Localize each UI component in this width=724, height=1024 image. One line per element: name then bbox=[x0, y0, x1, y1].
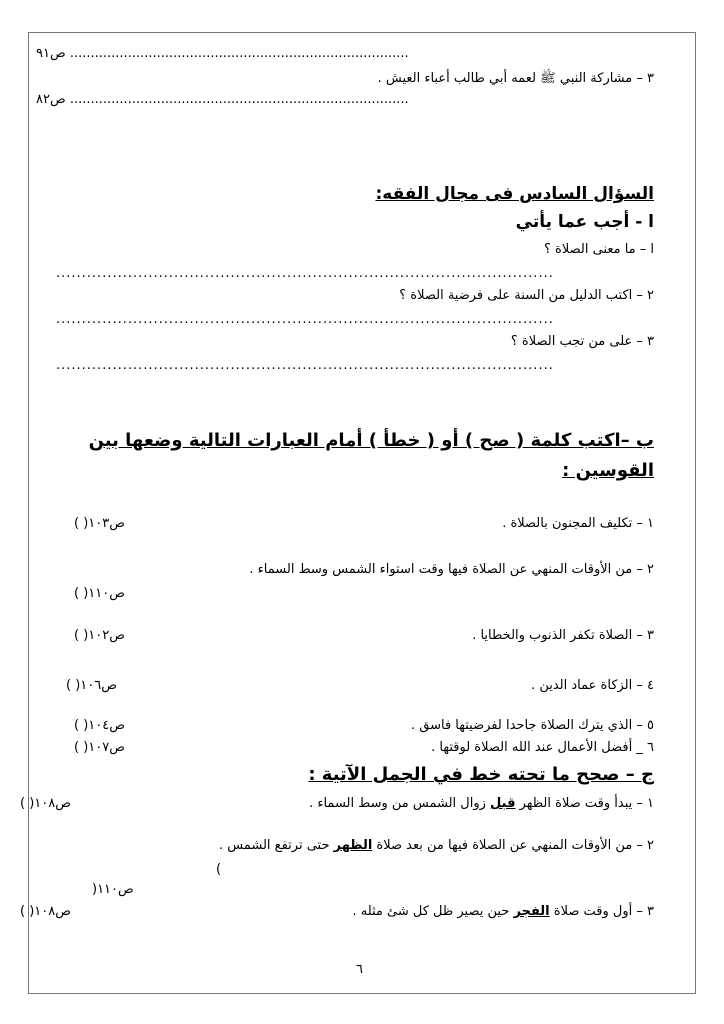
section-title: السؤال السادس فى مجال الفقه: bbox=[375, 184, 654, 204]
sentence-part: زوال الشمس من وسط السماء . bbox=[309, 796, 491, 811]
item-3-text: ٣ – مشاركة النبي ﷺ لعمه أبي طالب أعباء العيش . bbox=[377, 71, 654, 86]
correction-item-3 bbox=[352, 904, 654, 919]
correction-item-1 bbox=[309, 796, 654, 811]
dotted-line: .................................................................................. bbox=[69, 46, 409, 61]
answer-bracket: ( )ص١٠٣ bbox=[74, 516, 125, 531]
page-ref: ص٩١ bbox=[36, 46, 66, 61]
correction-item-2 bbox=[219, 838, 654, 853]
part-b-title: ب –اكتب كلمة ( صح ) أو ( خطأ ) أمام العبارات التالية وضعها بين bbox=[88, 430, 654, 451]
answer-bracket: ( )ص١٠٤ bbox=[74, 718, 125, 733]
underlined-word: الظهر bbox=[333, 838, 373, 853]
answer-bracket: ( )ص١٠٧ bbox=[74, 740, 125, 755]
answer-bracket: ( )ص١٠٦ bbox=[66, 678, 117, 693]
statement-text: ٦ _ أفضل الأعمال عند الله الصلاة لوقتها . bbox=[431, 740, 654, 755]
page-ref: ص٨٢ bbox=[36, 92, 66, 107]
question-1: ا – ما معنى الصلاة ؟ bbox=[543, 242, 654, 257]
sentence-part: ٣ – أول وقت صلاة bbox=[549, 904, 654, 919]
answer-dotted-line bbox=[36, 46, 656, 61]
answer-bracket: ( )ص١٠٨ bbox=[20, 796, 71, 811]
sentence-part: ١ – يبدأ وقت صلاة الظهر bbox=[515, 796, 654, 811]
answer-dotted-line: ................................................................................................. bbox=[56, 312, 554, 327]
underlined-word: الفجر bbox=[513, 904, 550, 919]
answer-bracket: ( )ص١٠٢ bbox=[74, 628, 125, 643]
sentence-part: حين يصير ظل كل شئ مثله . bbox=[352, 904, 514, 919]
statement-text: ٢ – من الأوقات المنهي عن الصلاة فيها وقت استواء الشمس وسط السماء . bbox=[249, 562, 654, 577]
answer-bracket-close: )ص١١٠ bbox=[92, 882, 134, 897]
dotted-line: .................................................................................. bbox=[69, 92, 409, 107]
answer-bracket: ( )ص١٠٨ bbox=[20, 904, 71, 919]
statement-text: ١ – تكليف المجنون بالصلاة . bbox=[502, 516, 654, 531]
part-a-title: ا - أجب عما يأتي bbox=[515, 212, 654, 232]
answer-dotted-line: ................................................................................................. bbox=[56, 266, 554, 281]
statement-text: ٥ – الذي يترك الصلاة جاحدا لفرضيتها فاسق . bbox=[410, 718, 654, 733]
answer-dotted-line: ................................................................................................. bbox=[56, 358, 554, 373]
question-3: ٣ – على من تجب الصلاة ؟ bbox=[510, 334, 654, 349]
answer-bracket-open: ( bbox=[216, 862, 222, 877]
question-2: ٢ – اكتب الدليل من السنة على فرضية الصلاة ؟ bbox=[399, 288, 654, 303]
statement-text: ٤ – الزكاة عماد الدين . bbox=[531, 678, 654, 693]
answer-bracket: ( )ص١١٠ bbox=[74, 586, 125, 601]
statement-text: ٣ – الصلاة تكفر الذنوب والخطايا . bbox=[472, 628, 654, 643]
sentence-part: ٢ – من الأوقات المنهي عن الصلاة فيها من بعد صلاة bbox=[372, 838, 654, 853]
part-b-title-continued: القوسين : bbox=[562, 460, 654, 481]
part-c-title: ج – صحح ما تحته خط في الجمل الآتية : bbox=[308, 764, 654, 785]
answer-dotted-line bbox=[36, 92, 656, 107]
sentence-part: حتى ترتفع الشمس . bbox=[219, 838, 334, 853]
underlined-word: قبل bbox=[490, 796, 516, 811]
page-number: ٦ bbox=[356, 962, 363, 977]
